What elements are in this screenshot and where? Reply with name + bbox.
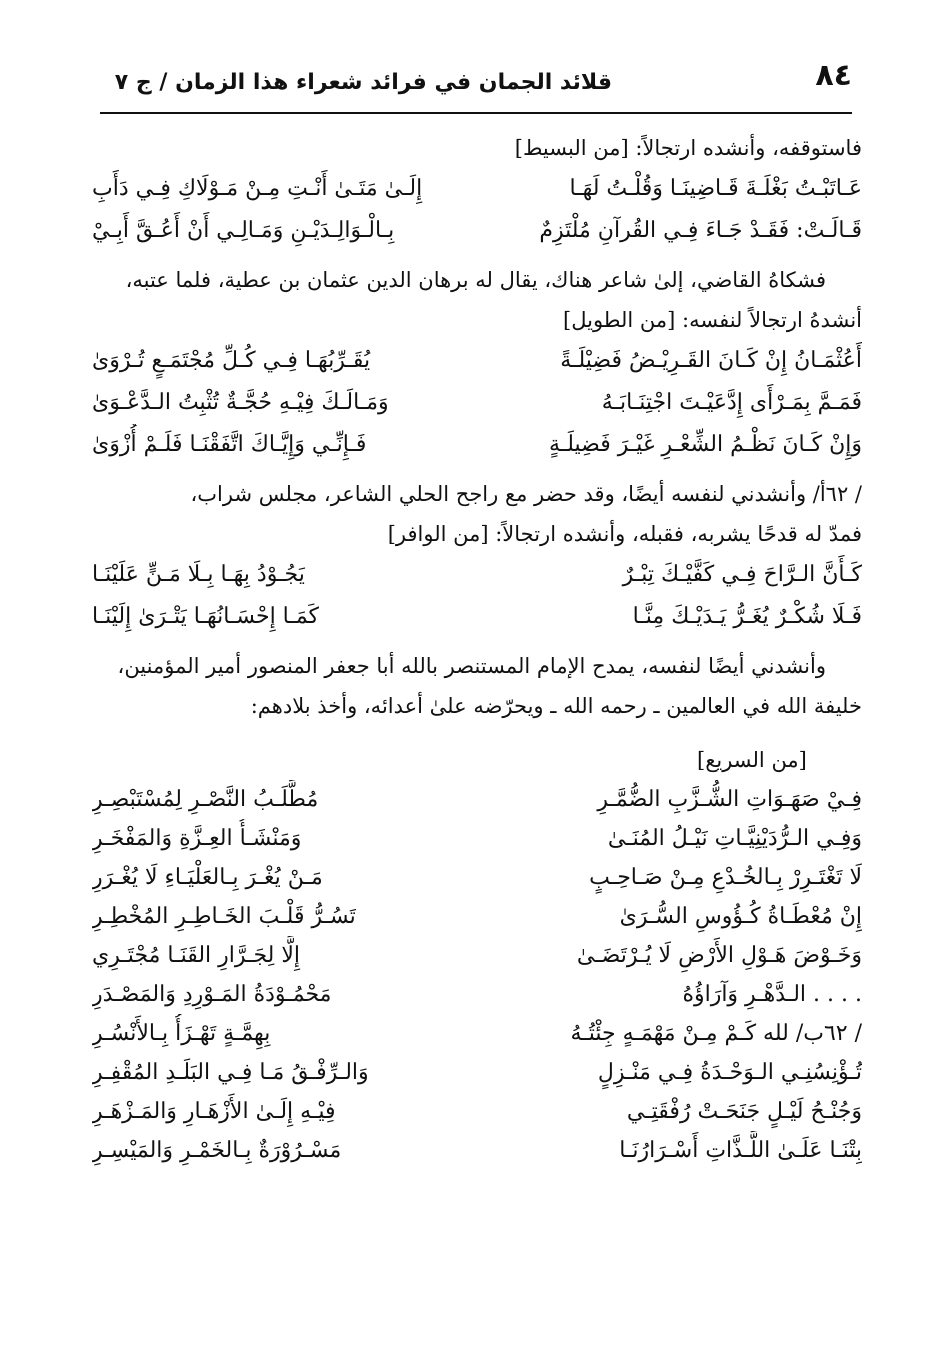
second-hemistich: وَمَنْشَـأُ العِـزَّةِ وَالمَفْخَـرِ [92,826,302,851]
first-hemistich: كَـأَنَّ الـرَّاحَ فِـي كَفَّيْـكَ تِبْـرٌ [622,562,862,587]
verse-line [92,382,862,424]
poem-basit [92,168,862,252]
second-hemistich: مُطَّلَـبُ النَّصْـرِ لِمُسْتَبْصِـرِ [92,787,319,812]
second-hemistich: إِلَـىٰ مَتَـىٰ أَنْـتِ مِـنْ مَـوْلَاكِ فِـي دَأَبِ [92,176,423,201]
verse-line [92,340,862,382]
first-hemistich: وَفِـي الـرُّدَيْنِيَّـاتِ نَيْـلُ المُنَـىٰ [607,826,862,851]
first-hemistich: لَا تَغْتَـرِرْ بِـالخُـدْعِ مِـنْ صَـاحِـبٍ [589,865,862,890]
second-hemistich: بِـالْـوَالِـدَيْـنِ وَمَـالِـي أَنْ أَعُـقَّ أَبِـيْ [92,218,395,243]
page-number: ٨٤ [815,58,852,93]
verse-line [92,1014,862,1053]
first-hemistich: تُـؤْنِسُنِـي الـوَحْـدَةُ فِـي مَنْـزِلٍ [597,1060,862,1085]
first-hemistich: فِـيْ صَهَـوَاتِ الشُّـزَّبِ الضُّمَّـرِ [597,787,862,812]
verse-line [92,1131,862,1170]
page-header [100,58,852,114]
page-body [92,128,862,1170]
second-hemistich: إِلَّا لِجَـرَّارِ القَنَـا مُجْتَـرِي [92,943,301,968]
running-title: قلائد الجمان في فرائد شعراء هذا الزمان / ج ٧ [114,70,612,95]
verse-line [92,554,862,596]
verse-line [92,210,862,252]
first-hemistich: فَمَـمَّ بِمَـرْأَى إِدَّعَيْـتَ اجْتِنَـابَـهُ [601,390,862,415]
first-hemistich: . . . . الـدَّهْـرِ وَآرَاؤُهُ [682,982,862,1007]
prose-line: فاستوقفه، وأنشده ارتجالاً: [من البسيط] [514,136,862,160]
verse-line [92,819,862,858]
first-hemistich: / ٦٢ب/ لله كَـمْ مِـنْ مَهْمَـهٍ جِئْتُـهُ [570,1021,862,1046]
first-hemistich: أَعُثْمَـانُ إِنْ كَـانَ القَـرِيْـضُ فَضِيْلَـةً [560,348,862,373]
second-hemistich: مَحْمُـوْدَةُ المَـوْرِدِ وَالمَصْـدَرِ [92,982,332,1007]
verse-line [92,1092,862,1131]
second-hemistich: بِهِمَّـةٍ تَهْـزَأُ بِـالأَنْسُـرِ [92,1021,271,1046]
meter-label: [من السريع] [697,748,807,772]
second-hemistich: وَمَـالَـكَ فِيْـهِ حُجَّـةٌ تُثْبِتُ الـدَّعْـوَىٰ [92,390,389,415]
first-hemistich: وَخَـوْضَ هَـوْلِ الأَرْضِ لَا يُـرْتَضَـىٰ [576,943,862,968]
second-hemistich: فَـإِنِّـي وَإِيَّـاكَ اتَّفَقْنَـا فَلَـمْ أُزْوَىٰ [92,432,367,457]
prose-line: خليفة الله في العالمين ـ رحمه الله ـ ويحرّضه علىٰ أعدائه، وأخذ بلادهم: [250,694,862,718]
verse-line [92,168,862,210]
prose-line: / ٦٢أ/ وأنشدني لنفسه أيضًا، وقد حضر مع راجح الحلي الشاعر، مجلس شراب، [190,482,862,506]
second-hemistich: يُقَـرِّبُهَـا فِـي كُـلِّ مُجْتَمَـعٍ تُـرْوَىٰ [92,348,371,373]
second-hemistich: كَمَـا إِحْسَـانُهَـا يَتْـرَىٰ إِلَيْنَـا [92,604,320,629]
poem-wafir [92,554,862,638]
prose-line: وأنشدني أيضًا لنفسه، يمدح الإمام المستنصر بالله أبا جعفر المنصور أمير المؤمنين، [117,654,826,678]
prose-line: أنشدهُ ارتجالاً لنفسه: [من الطويل] [563,308,862,332]
first-hemistich: فَـلَا شُكْـرٌ يُغَـرُّ يَـدَيْـكَ مِنَّـا [632,604,862,629]
verse-line [92,975,862,1014]
header-rule [100,112,852,114]
second-hemistich: مَـنْ يُغْـرَ بِـالعَلْيَـاءِ لَا يُغْـرَرِ [92,865,323,890]
first-hemistich: وَإِنْ كَـانَ نَظْـمُ الشِّعْـرِ غَيْـرَ فَضِيلَـةٍ [548,432,862,457]
verse-line [92,858,862,897]
first-hemistich: قَـالَـتْ: فَقَـدْ جَـاءَ فِـي القُرآنِ مُلْتَزِمٌ [539,218,862,243]
second-hemistich: فِيْـهِ إِلَـىٰ الأَزْهَـارِ وَالمَـزْهَـرِ [92,1099,336,1124]
first-hemistich: وَجُنْـحُ لَيْـلٍ جَنَحَـتْ رُفْقَتِـي [626,1099,862,1124]
verse-line [92,780,862,819]
poem-sari [92,780,862,1170]
verse-line [92,897,862,936]
first-hemistich: عَـاتَبْـتُ بَغْلَـةَ قَـاضِينَـا وَقُلْـتُ لَهَـا [569,176,862,201]
second-hemistich: وَالـرِّفْـقُ مَـا فِـي البَلَـدِ المُقْفِـرِ [92,1060,369,1085]
verse-line [92,1053,862,1092]
prose-line: فشكاهُ القاضي، إلىٰ شاعر هناك، يقال له برهان الدين عثمان بن عطية، فلما عتبه، [125,268,826,292]
verse-line [92,424,862,466]
first-hemistich: إِنْ مُعْطَـاةُ كُـؤُوسِ السُّـرَىٰ [619,904,862,929]
verse-line [92,936,862,975]
first-hemistich: بِتْنَـا عَلَـىٰ اللَّـذَّاتِ أَسْـرَارُنَـا [619,1138,862,1163]
second-hemistich: تَسُـرُّ قَلْـبَ الخَـاطِـرِ المُخْطِـرِ [92,904,356,929]
second-hemistich: مَسْـرُوْرَةٌ بِـالخَمْـرِ وَالمَيْسِـرِ [92,1138,342,1163]
prose-line: فمدّ له قدحًا يشربه، فقبله، وأنشده ارتجالاً: [من الوافر] [387,522,862,546]
verse-line [92,596,862,638]
poem-tawil [92,340,862,466]
second-hemistich: يَجُـوْدُ بِهَـا بِـلَا مَـنٍّ عَلَيْنَـا [92,562,305,587]
